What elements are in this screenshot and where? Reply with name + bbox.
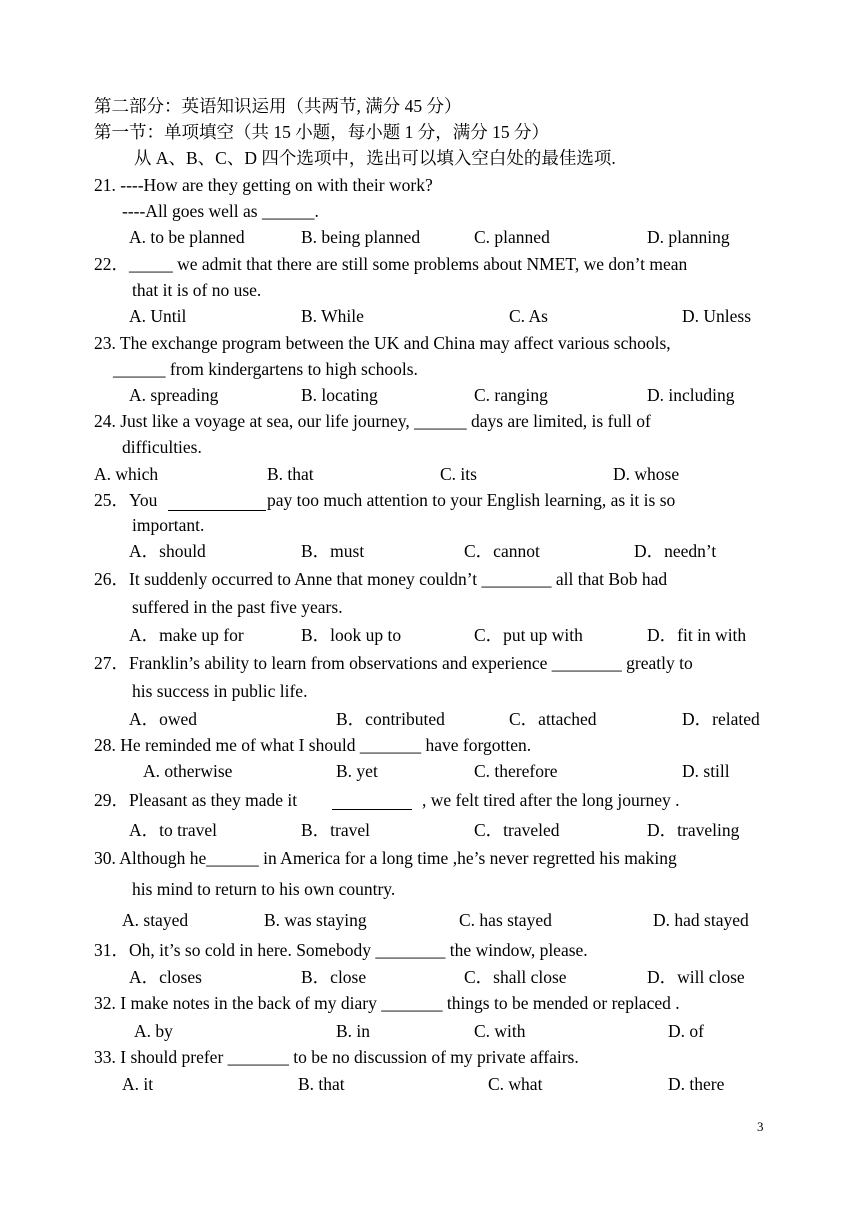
- answer-blank: [332, 809, 412, 810]
- instruction: 从 A、B、C、D 四个选项中，选出可以填入空白处的最佳选项.: [134, 148, 616, 168]
- option-a: A. spreading: [129, 385, 219, 405]
- option-b: B. being planned: [301, 227, 421, 247]
- option-c: C．traveled: [474, 820, 560, 840]
- option-b: B．look up to: [301, 625, 402, 645]
- option-a: A. stayed: [122, 910, 189, 930]
- option-d: D．will close: [647, 967, 745, 987]
- question-text: 21. ----How are they getting on with their work?: [94, 175, 433, 195]
- option-d: D. Unless: [682, 306, 752, 326]
- question-text: his success in public life.: [132, 681, 308, 701]
- question-text: that it is of no use.: [132, 280, 262, 300]
- option-d: D. whose: [613, 464, 680, 484]
- option-c: C. As: [509, 306, 548, 326]
- option-b: B. While: [301, 306, 364, 326]
- question-text: ______ from kindergartens to high schools.: [113, 359, 418, 379]
- option-d: D. had stayed: [653, 910, 749, 930]
- option-c: C．shall close: [464, 967, 567, 987]
- question-text: 25．You: [94, 490, 158, 510]
- question-text: 23. The exchange program between the UK and China may affect various schools,: [94, 333, 671, 353]
- option-b: B．close: [301, 967, 367, 987]
- option-b: B. yet: [336, 761, 378, 781]
- option-b: B. in: [336, 1021, 371, 1041]
- question-text: ----All goes well as ______.: [122, 201, 319, 221]
- option-a: A. by: [134, 1021, 173, 1041]
- question-text: difficulties.: [122, 437, 202, 457]
- question-text: suffered in the past five years.: [132, 597, 343, 617]
- option-c: C. has stayed: [459, 910, 552, 930]
- option-a: A．should: [129, 541, 206, 561]
- question-text: 27．Franklin’s ability to learn from observations and experience ________ greatly to: [94, 653, 693, 673]
- option-a: A．owed: [129, 709, 198, 729]
- question-text: 30. Although he______ in America for a long time ,he’s never regretted his making: [94, 848, 677, 868]
- option-a: A. Until: [129, 306, 187, 326]
- option-b: B．contributed: [336, 709, 445, 729]
- option-a: A. to be planned: [129, 227, 245, 247]
- option-d: D．traveling: [647, 820, 740, 840]
- question-text: 29．Pleasant as they made it: [94, 790, 298, 810]
- option-c: C. its: [440, 464, 477, 484]
- section-title: 第一节：单项填空（共 15 小题，每小题 1 分，满分 15 分）: [94, 122, 549, 142]
- option-c: C. planned: [474, 227, 550, 247]
- question-text: 33. I should prefer _______ to be no discussion of my private affairs.: [94, 1047, 579, 1067]
- option-c: C. ranging: [474, 385, 548, 405]
- option-d: D. including: [647, 385, 735, 405]
- option-d: D. still: [682, 761, 730, 781]
- option-c: C. with: [474, 1021, 526, 1041]
- option-d: D. planning: [647, 227, 730, 247]
- option-b: B. was staying: [264, 910, 367, 930]
- option-d: D．needn’t: [634, 541, 717, 561]
- question-text: his mind to return to his own country.: [132, 879, 396, 899]
- question-text: , we felt tired after the long journey .: [422, 790, 680, 810]
- option-c: C．put up with: [474, 625, 583, 645]
- question-text: important.: [132, 515, 205, 535]
- option-c: C. what: [488, 1074, 543, 1094]
- question-text: 22．_____ we admit that there are still some problems about NMET, we don’t mean: [94, 254, 688, 274]
- option-b: B．must: [301, 541, 365, 561]
- option-b: B. that: [298, 1074, 345, 1094]
- option-b: B. locating: [301, 385, 378, 405]
- option-a: A. which: [94, 464, 159, 484]
- option-a: A. it: [122, 1074, 154, 1094]
- page-number: 3: [757, 1119, 764, 1134]
- option-b: B. that: [267, 464, 314, 484]
- option-a: A．closes: [129, 967, 202, 987]
- question-text: 31．Oh, it’s so cold in here. Somebody ________ the window, please.: [94, 940, 588, 960]
- part-title: 第二部分：英语知识运用（共两节, 满分 45 分）: [94, 96, 462, 116]
- question-text: 26．It suddenly occurred to Anne that money couldn’t ________ all that Bob had: [94, 569, 668, 589]
- option-c: C．cannot: [464, 541, 540, 561]
- question-text: pay too much attention to your English learning, as it is so: [267, 490, 676, 510]
- answer-blank: [168, 510, 266, 511]
- option-d: D. of: [668, 1021, 704, 1041]
- question-text: 24. Just like a voyage at sea, our life journey, ______ days are limited, is full of: [94, 411, 651, 431]
- option-a: A. otherwise: [143, 761, 233, 781]
- question-text: 32. I make notes in the back of my diary _______ things to be mended or replaced .: [94, 993, 680, 1013]
- question-text: 28. He reminded me of what I should _______ have forgotten.: [94, 735, 532, 755]
- option-d: D．related: [682, 709, 760, 729]
- option-c: C. therefore: [474, 761, 558, 781]
- option-a: A．to travel: [129, 820, 217, 840]
- option-a: A．make up for: [129, 625, 244, 645]
- option-d: D．fit in with: [647, 625, 747, 645]
- option-d: D. there: [668, 1074, 725, 1094]
- option-c: C．attached: [509, 709, 597, 729]
- option-b: B．travel: [301, 820, 371, 840]
